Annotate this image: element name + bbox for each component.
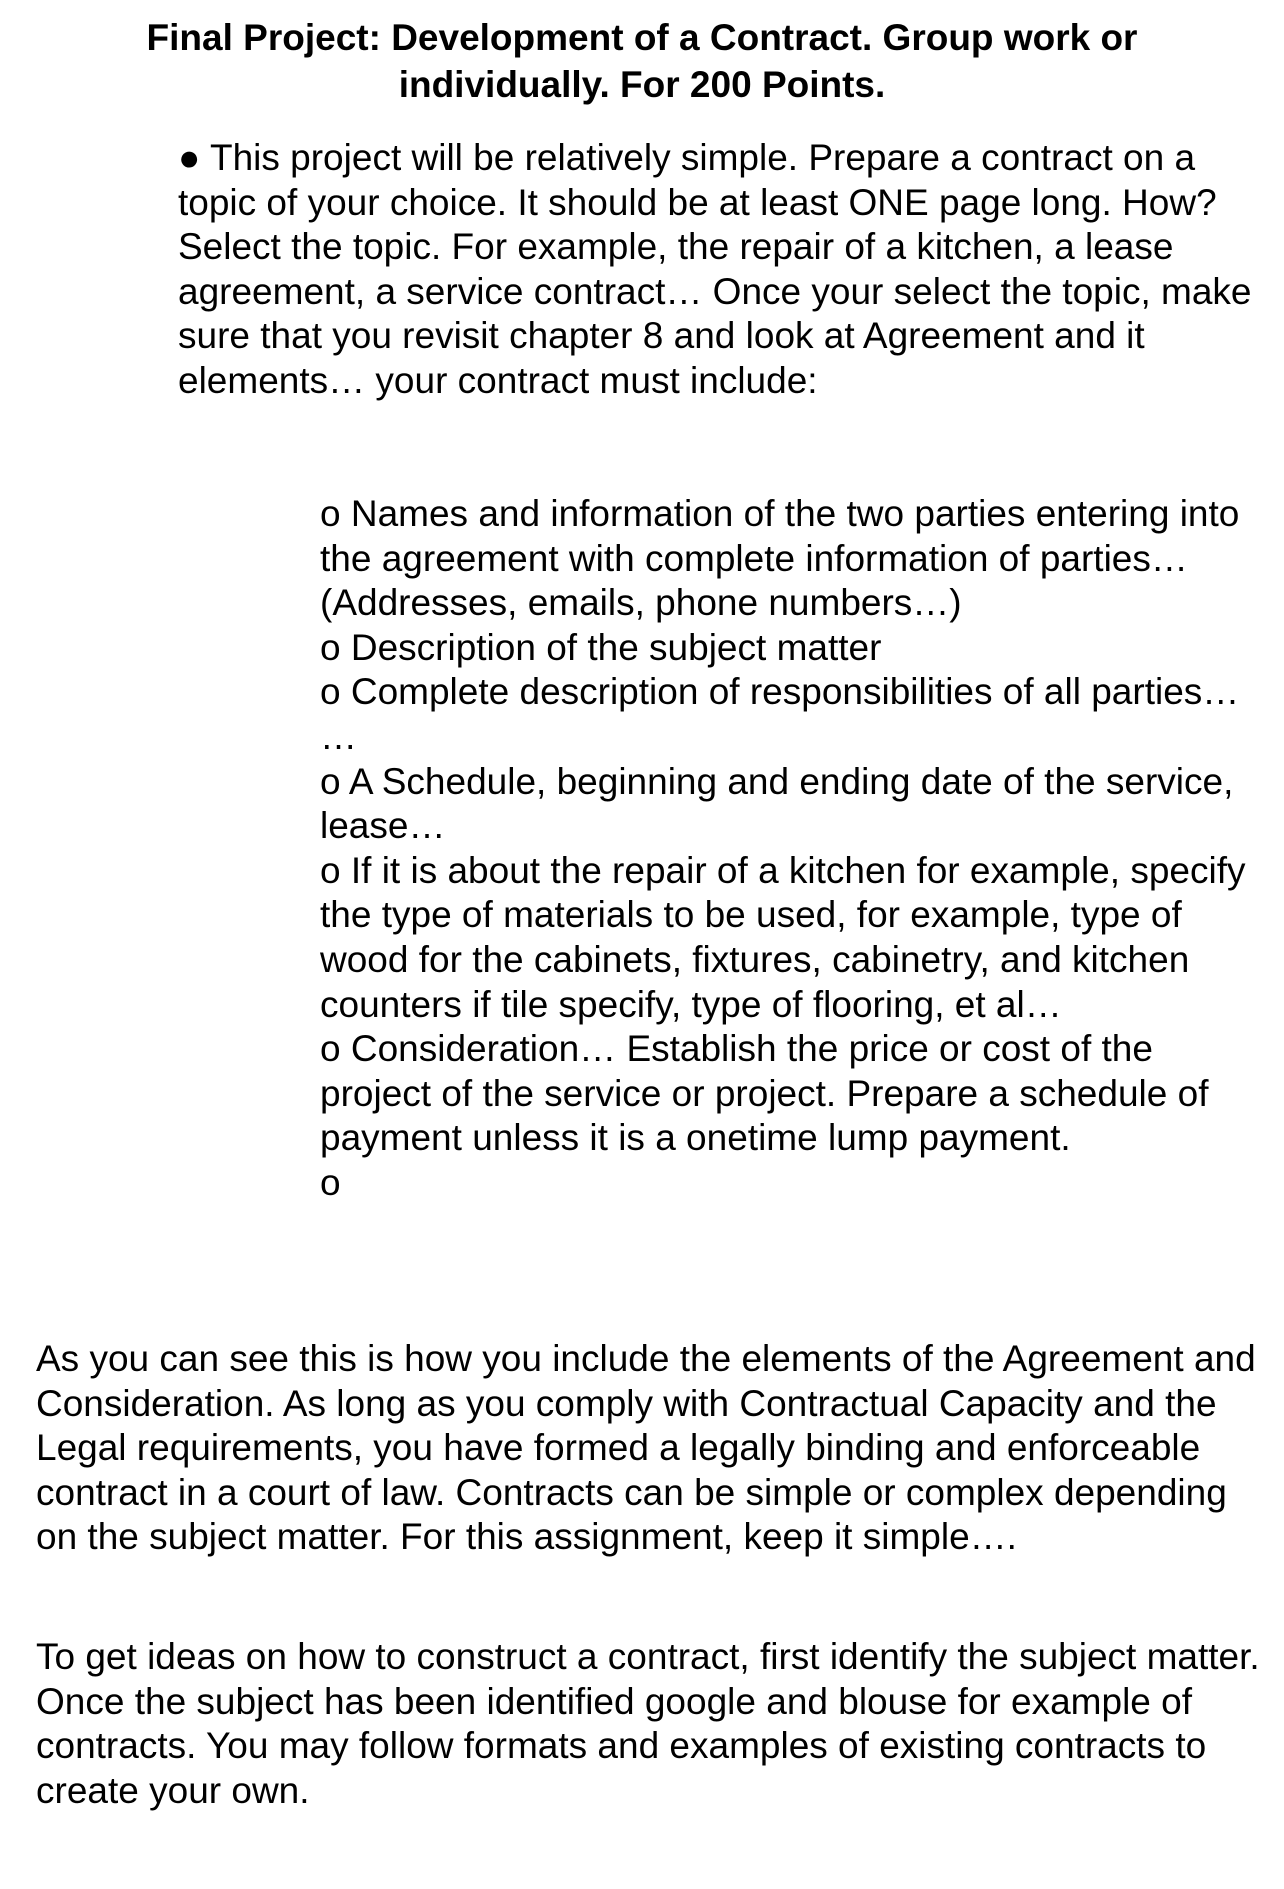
requirements-list (320, 492, 1260, 1206)
requirement-item-empty: o (320, 1161, 341, 1203)
requirement-item-parties: o Names and information of the two parties entering into the agreement with complete information of parties… (Addresses, emails, phone numbers…) (320, 493, 1240, 624)
requirement-item-schedule: o A Schedule, beginning and ending date of the service, lease… (320, 760, 1234, 847)
page-title: Final Project: Development of a Contract. Group work or individually. For 200 Points. (146, 17, 1138, 105)
requirement-item-materials: o If it is about the repair of a kitchen for example, specify the type of materials to be used, for example, type of wood for the cabinets, fixtures, cabinetry, and kitchen counters if tile specify, type of flooring, et al… (320, 849, 1246, 1025)
requirement-item-subject-matter: o Description of the subject matter (320, 626, 882, 668)
summary-paragraph: As you can see this is how you include the elements of the Agreement and Consideration. As long as you comply with Contractual Capacity and the Legal requirements, you have formed a legally binding and enforceable contract in a court of law. Contracts can be simple or complex depending on the subject matter. For this assignment, keep it simple…. (36, 1338, 1256, 1558)
bullet-icon: ● (178, 137, 201, 178)
requirement-item-consideration: o Consideration… Establish the price or cost of the project of the service or project. Prepare a schedule of payment unless it is a onetime lump payment. (320, 1028, 1209, 1159)
requirement-item-responsibilities: o Complete description of responsibilities of all parties… … (320, 671, 1240, 757)
intro-paragraph (178, 136, 1258, 404)
ideas-paragraph: To get ideas on how to construct a contract, first identify the subject matter. Once the subject has been identified google and blouse for example of contracts. You may follow formats and examples of existing contracts to create your own. (36, 1636, 1260, 1811)
intro-text: This project will be relatively simple. Prepare a contract on a topic of your choice. It should be at least ONE page long. How? Select the topic. For example, the repair of a kitchen, a lease agreement, a service contract… Once your select the topic, make sure that you revisit chapter 8 and look at Agreement and it elements… your contract must include: (178, 137, 1252, 401)
